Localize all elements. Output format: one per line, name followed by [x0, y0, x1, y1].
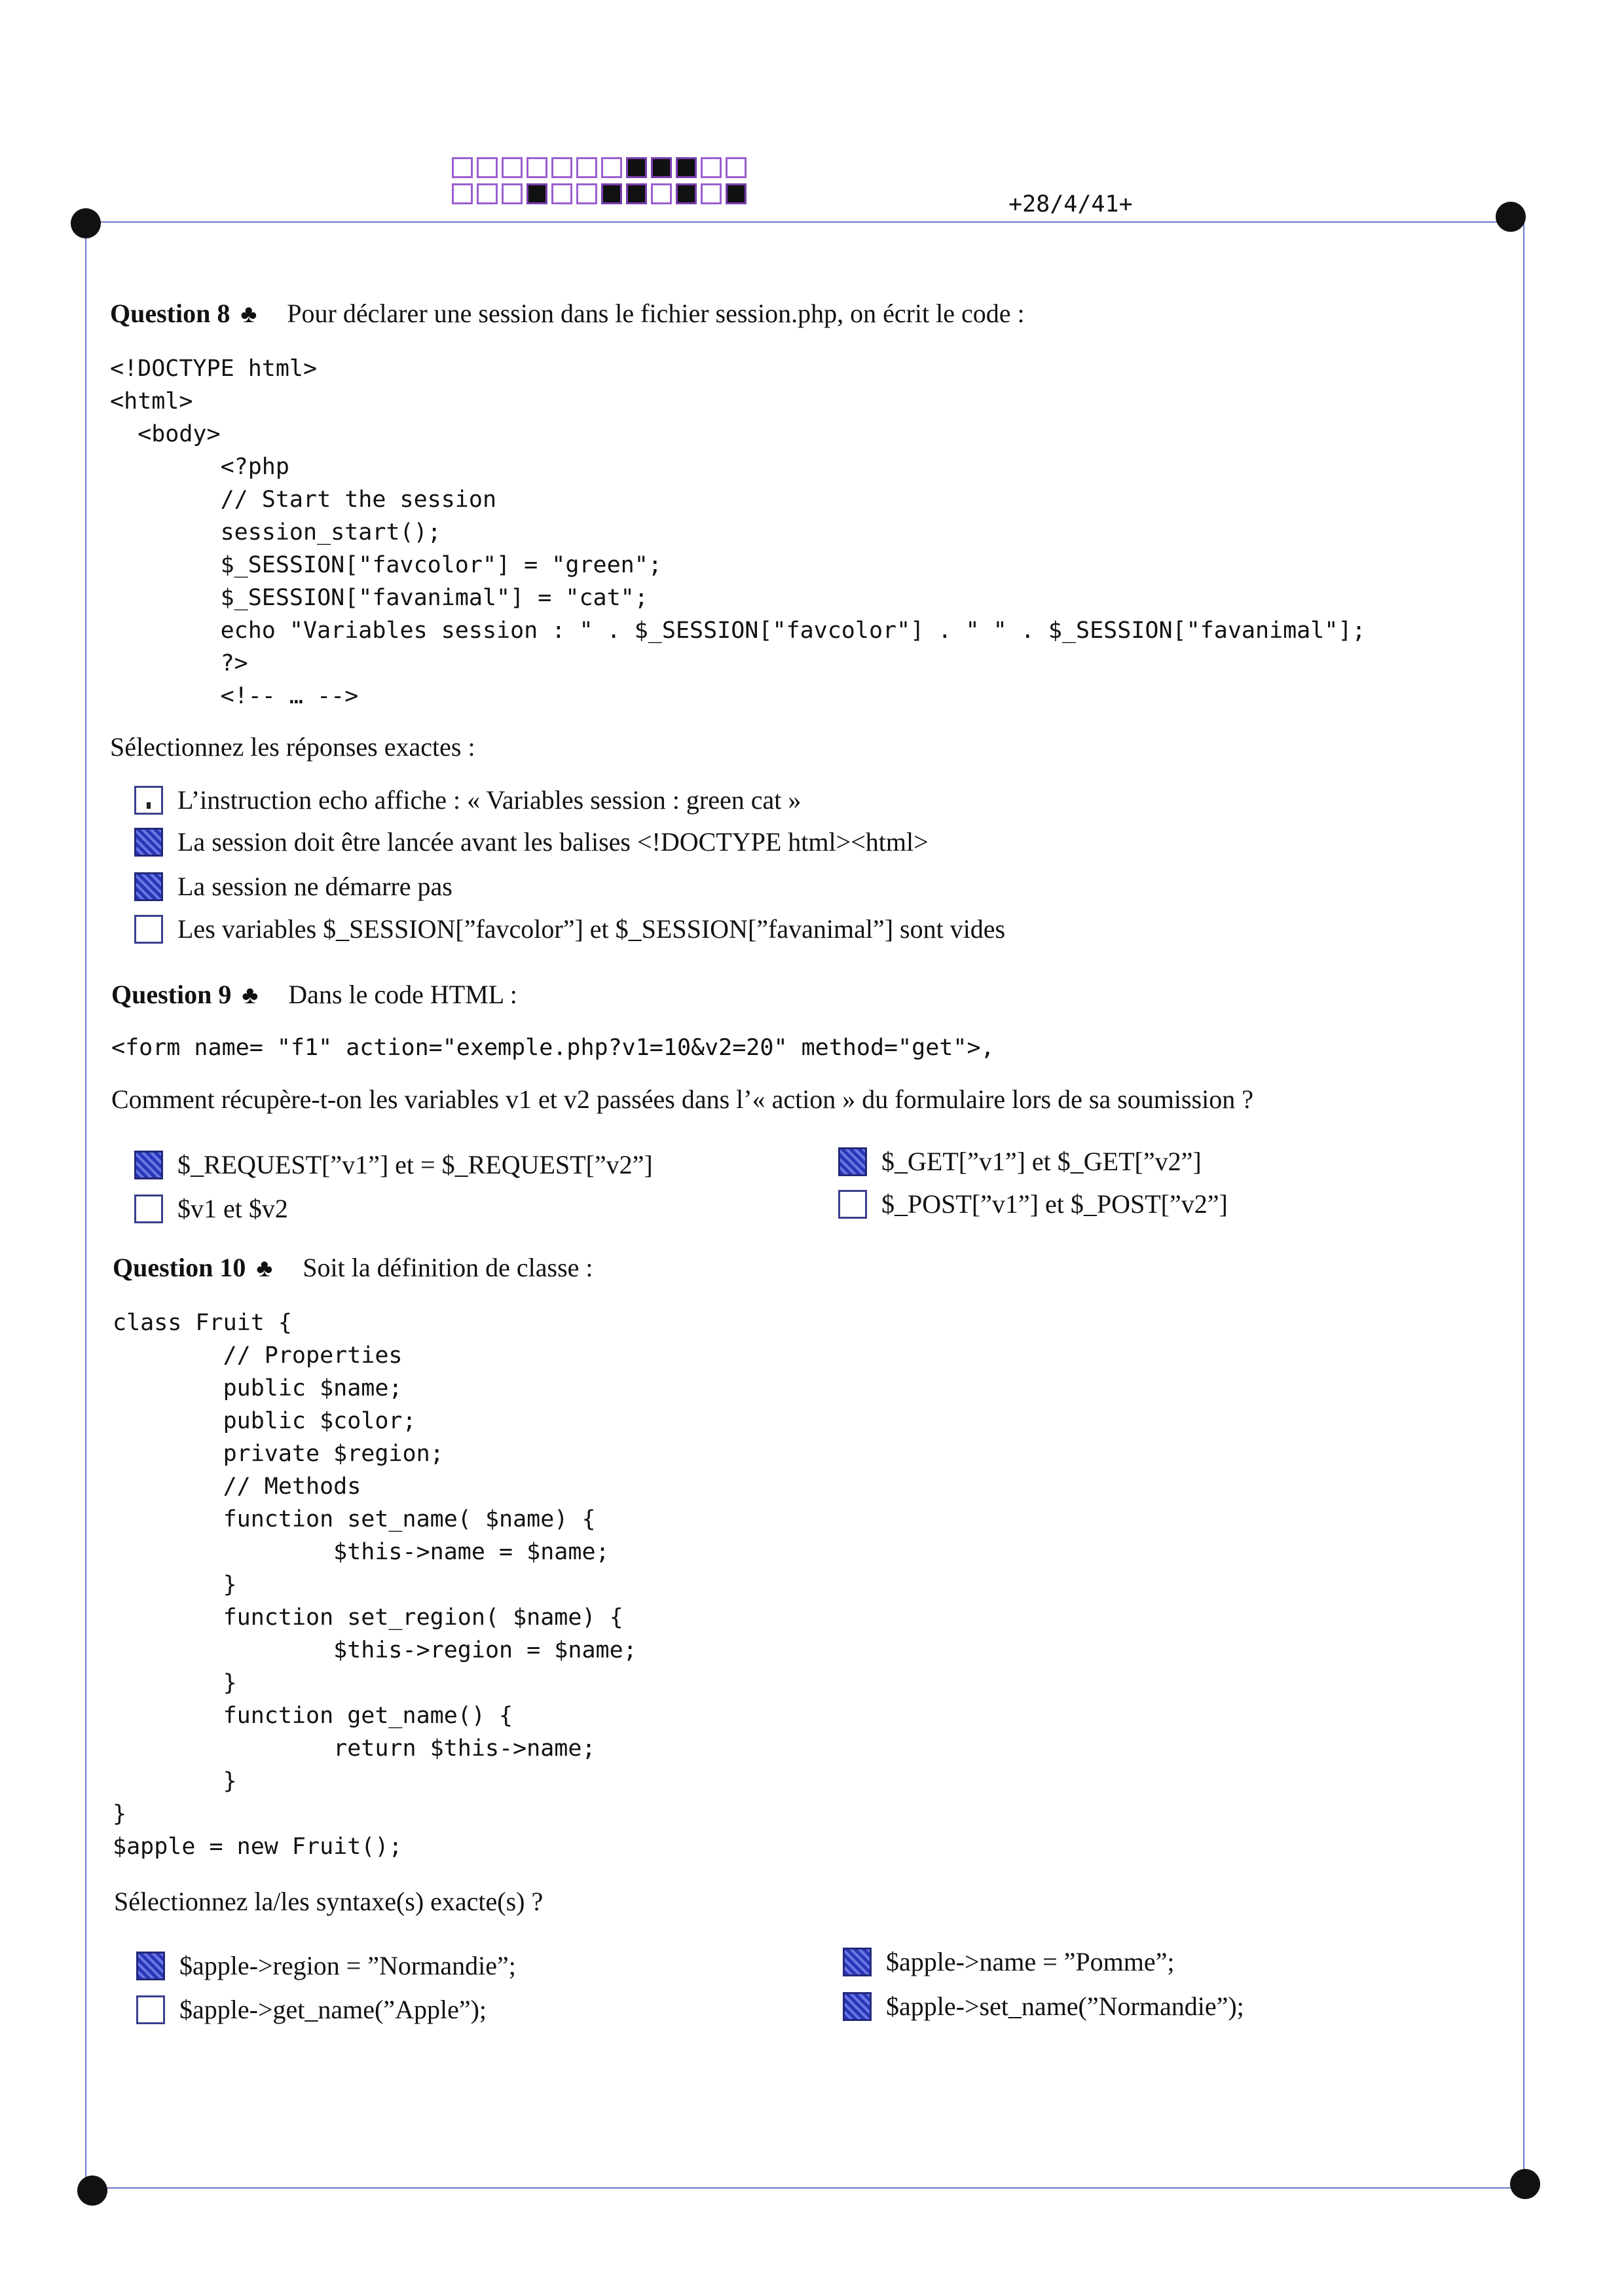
page-barcode — [452, 157, 747, 210]
barcode-cell — [651, 157, 672, 178]
barcode-cell — [701, 183, 722, 204]
corner-marker-top-right — [1496, 202, 1526, 232]
answer-checkbox[interactable] — [838, 1147, 867, 1176]
question-9-code: <form name= "f1" action="exemple.php?v1=10&v2=20" method="get">, — [111, 1035, 995, 1061]
answer-checkbox[interactable] — [134, 828, 163, 857]
barcode-cell — [551, 183, 572, 204]
answer-checkbox[interactable] — [134, 1194, 163, 1223]
corner-marker-top-left — [71, 208, 101, 238]
answer-label: $v1 et $v2 — [177, 1194, 288, 1223]
club-icon: ♣ — [240, 301, 257, 328]
barcode-cell — [601, 157, 622, 178]
barcode-cell — [626, 157, 647, 178]
page-id: +28/4/41+ — [1008, 191, 1133, 217]
question-prompt: Dans le code HTML : — [288, 980, 517, 1009]
answer-option[interactable] — [134, 914, 1005, 944]
barcode-cell — [726, 183, 747, 204]
corner-marker-bottom-left — [77, 2176, 107, 2206]
question-number: Question 8 ♣ — [110, 299, 257, 328]
barcode-cell — [626, 183, 647, 204]
question-8-code: <!DOCTYPE html> <html> <body> <?php // Start the session session_start(); $_SESSION["favcolor"] = "green"; $_SESSION["favanimal"] = "cat"; echo "Variables session : " . $_SESSION["favcolor"] . " " . $_SESSION["favanimal"]; ?> <!-- … --> — [110, 356, 1366, 709]
answer-checkbox[interactable] — [134, 1151, 163, 1179]
answer-checkbox[interactable] — [838, 1190, 867, 1219]
barcode-cell — [676, 183, 697, 204]
question-number: Question 10 ♣ — [113, 1253, 273, 1282]
barcode-cell — [452, 183, 473, 204]
answer-option[interactable] — [838, 1189, 1228, 1219]
answer-option[interactable] — [838, 1146, 1202, 1177]
barcode-row — [452, 157, 747, 178]
answer-label: $_REQUEST[”v1”] et = $_REQUEST[”v2”] — [177, 1150, 653, 1179]
answer-label: La session doit être lancée avant les balises <!DOCTYPE html><html> — [177, 827, 929, 857]
answer-label: $apple->name = ”Pomme”; — [886, 1947, 1175, 1976]
club-icon: ♣ — [242, 982, 259, 1009]
barcode-cell — [576, 157, 597, 178]
question-8-instruction: Sélectionnez les réponses exactes : — [110, 732, 475, 762]
answer-label: $apple->set_name(”Normandie”); — [886, 1991, 1244, 2021]
question-9-instruction: Comment récupère-t-on les variables v1 et v2 passées dans l’« action » du formulaire lors de sa soumission ? — [111, 1084, 1253, 1114]
question-8-title — [110, 298, 1025, 329]
question-10-title — [113, 1252, 593, 1283]
answer-option[interactable] — [134, 1193, 288, 1224]
question-prompt: Soit la définition de classe : — [303, 1253, 593, 1282]
barcode-cell — [526, 157, 547, 178]
answer-label: $_POST[”v1”] et $_POST[”v2”] — [881, 1189, 1228, 1219]
answer-option[interactable] — [843, 1946, 1175, 1977]
barcode-cell — [477, 157, 498, 178]
answer-checkbox[interactable] — [136, 1952, 165, 1980]
answer-option[interactable] — [134, 1149, 653, 1180]
barcode-cell — [676, 157, 697, 178]
answer-checkbox[interactable] — [134, 915, 163, 944]
barcode-cell — [502, 157, 523, 178]
answer-option[interactable] — [843, 1991, 1244, 2022]
answer-label: $_GET[”v1”] et $_GET[”v2”] — [881, 1147, 1202, 1176]
answer-label: Les variables $_SESSION[”favcolor”] et $_SESSION[”favanimal”] sont vides — [177, 914, 1006, 944]
question-10-instruction: Sélectionnez la/les syntaxe(s) exacte(s) ? — [114, 1887, 544, 1916]
answer-label: $apple->region = ”Normandie”; — [179, 1951, 516, 1980]
answer-checkbox[interactable] — [843, 1948, 872, 1976]
question-prompt: Pour déclarer une session dans le fichier session.php, on écrit le code : — [287, 299, 1025, 328]
barcode-row — [452, 183, 747, 204]
answer-option[interactable] — [134, 871, 452, 902]
answer-checkbox[interactable] — [134, 872, 163, 901]
barcode-cell — [701, 157, 722, 178]
barcode-cell — [726, 157, 747, 178]
answer-checkbox[interactable] — [843, 1992, 872, 2021]
answer-label: La session ne démarre pas — [177, 872, 452, 901]
answer-checkbox[interactable] — [134, 786, 163, 815]
answer-label: $apple->get_name(”Apple”); — [179, 1995, 487, 2024]
answer-option[interactable] — [136, 1950, 516, 1981]
barcode-cell — [551, 157, 572, 178]
answer-checkbox[interactable] — [136, 1995, 165, 2024]
answer-label: L’instruction echo affiche : « Variables session : green cat » — [177, 785, 802, 815]
barcode-cell — [651, 183, 672, 204]
corner-marker-bottom-right — [1510, 2169, 1540, 2199]
answer-option[interactable] — [136, 1994, 487, 2025]
answer-option[interactable] — [134, 785, 801, 815]
answer-option[interactable] — [134, 826, 929, 857]
barcode-cell — [576, 183, 597, 204]
barcode-cell — [502, 183, 523, 204]
barcode-cell — [477, 183, 498, 204]
club-icon: ♣ — [256, 1255, 273, 1282]
question-10-code: class Fruit { // Properties public $name; public $color; private $region; // Methods function set_name( $name) { $this->name = $name; } function set_region( $name) { $this->region = $name; } function get_name() { return $this->name; } } $apple = new Fruit(); — [113, 1310, 637, 1860]
barcode-cell — [526, 183, 547, 204]
barcode-cell — [601, 183, 622, 204]
barcode-cell — [452, 157, 473, 178]
question-9-title — [111, 979, 517, 1010]
question-number: Question 9 ♣ — [111, 980, 259, 1009]
